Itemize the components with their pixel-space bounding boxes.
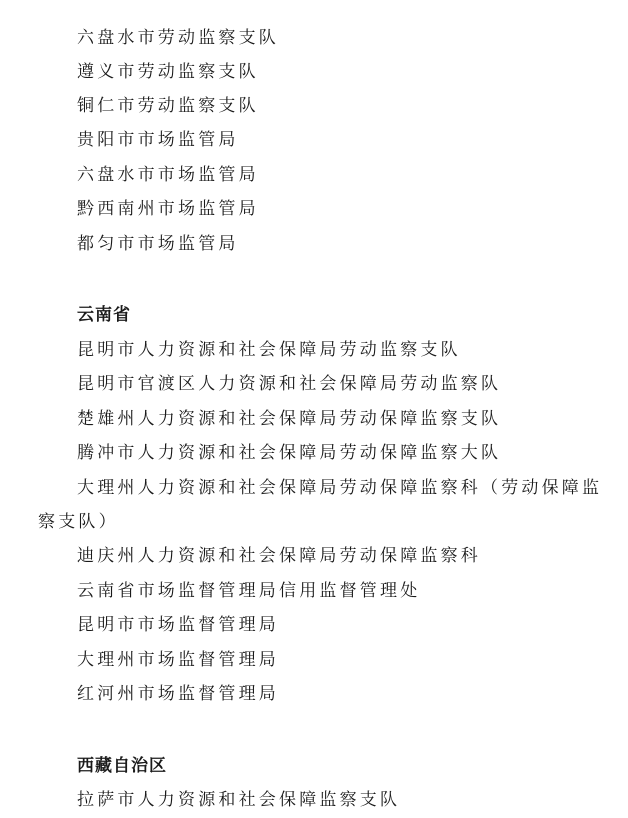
list-item: 六盘水市劳动监察支队 bbox=[77, 28, 279, 48]
list-item: 贵阳市市场监管局 bbox=[77, 130, 239, 150]
list-item: 腾冲市人力资源和社会保障局劳动保障监察大队 bbox=[77, 443, 502, 463]
list-item: 大理州人力资源和社会保障局劳动保障监察科（劳动保障监 bbox=[77, 478, 603, 498]
list-item: 黔西南州市场监管局 bbox=[77, 199, 259, 219]
list-item-continuation: 察支队） bbox=[38, 512, 119, 532]
list-item: 红河州市场监督管理局 bbox=[77, 684, 279, 704]
list-item: 拉萨市人力资源和社会保障监察支队 bbox=[77, 790, 401, 810]
section-heading: 西藏自治区 bbox=[77, 756, 167, 776]
list-item: 云南省市场监督管理局信用监督管理处 bbox=[77, 581, 421, 601]
list-item: 昆明市官渡区人力资源和社会保障局劳动监察队 bbox=[77, 374, 502, 394]
list-item: 大理州市场监督管理局 bbox=[77, 650, 279, 670]
list-item: 昆明市人力资源和社会保障局劳动监察支队 bbox=[77, 340, 461, 360]
list-item: 铜仁市劳动监察支队 bbox=[77, 96, 259, 116]
list-item: 都匀市市场监管局 bbox=[77, 234, 239, 254]
list-item: 遵义市劳动监察支队 bbox=[77, 62, 259, 82]
list-item: 昆明市市场监督管理局 bbox=[77, 615, 279, 635]
section-heading: 云南省 bbox=[77, 305, 131, 325]
list-item: 楚雄州人力资源和社会保障局劳动保障监察支队 bbox=[77, 409, 502, 429]
list-item: 迪庆州人力资源和社会保障局劳动保障监察科 bbox=[77, 546, 481, 566]
list-item: 六盘水市市场监管局 bbox=[77, 165, 259, 185]
